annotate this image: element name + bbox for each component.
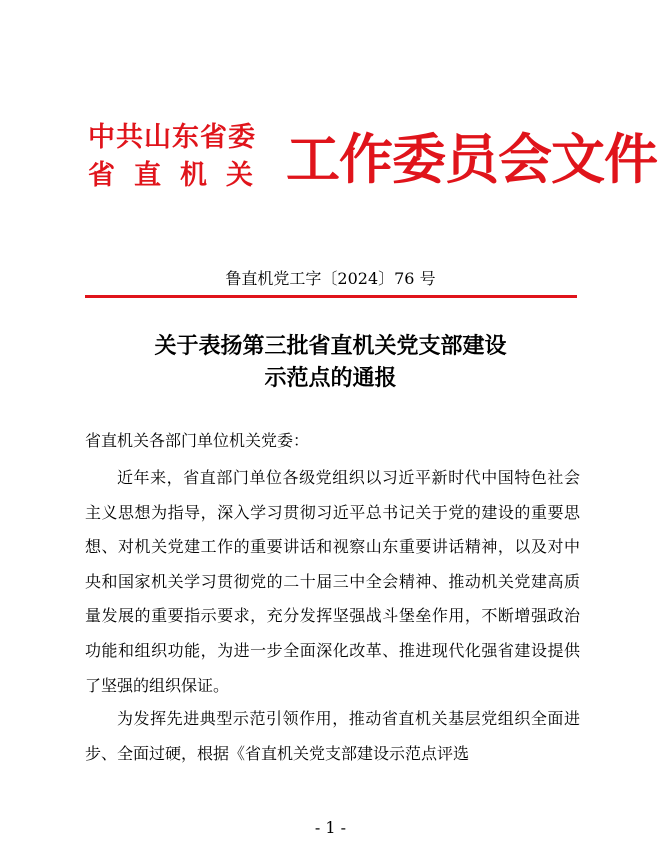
red-separator-line (85, 295, 577, 298)
body-paragraph-1: 近年来，省直部门单位各级党组织以习近平新时代中国特色社会主义思想为指导，深入学习贯彻习近平总书记关于党的建设的重要思想、对机关党建工作的重要讲话和视察山东重要讲话精神，以及对中央和国家机关学习贯彻党的二十届三中全会精神、推动机关党建高质量发展的重要指示要求，充分发挥坚强战斗堡垒作用，不断增强政治功能和组织功能，为进一步全面深化改革、推进现代化强省建设提供了坚强的组织保证。 (85, 468, 580, 695)
page-number: - 1 - (314, 818, 347, 837)
title-line-2: 示范点的通报 (264, 365, 397, 391)
salutation: 省直机关各部门单位机关党委： (85, 431, 310, 450)
masthead-issuer-block (88, 118, 278, 200)
masthead-document-type: 工作委员会文件 (286, 127, 657, 191)
document-title (0, 330, 661, 394)
document-number: 鲁直机党工字〔2024〕76 号 (225, 269, 436, 288)
document-masthead (88, 118, 657, 200)
title-line-1: 关于表扬第三批省直机关党支部建设 (154, 333, 507, 359)
masthead-issuer-line2: 省直机关 (88, 160, 272, 191)
body-paragraph-2: 为发挥先进典型示范引领作用，推动省直机关基层党组织全面进步、全面过硬，根据《省直机关党支部建设示范点评选 (85, 709, 580, 763)
masthead-issuer-line1: 中共山东省委 (88, 122, 256, 153)
